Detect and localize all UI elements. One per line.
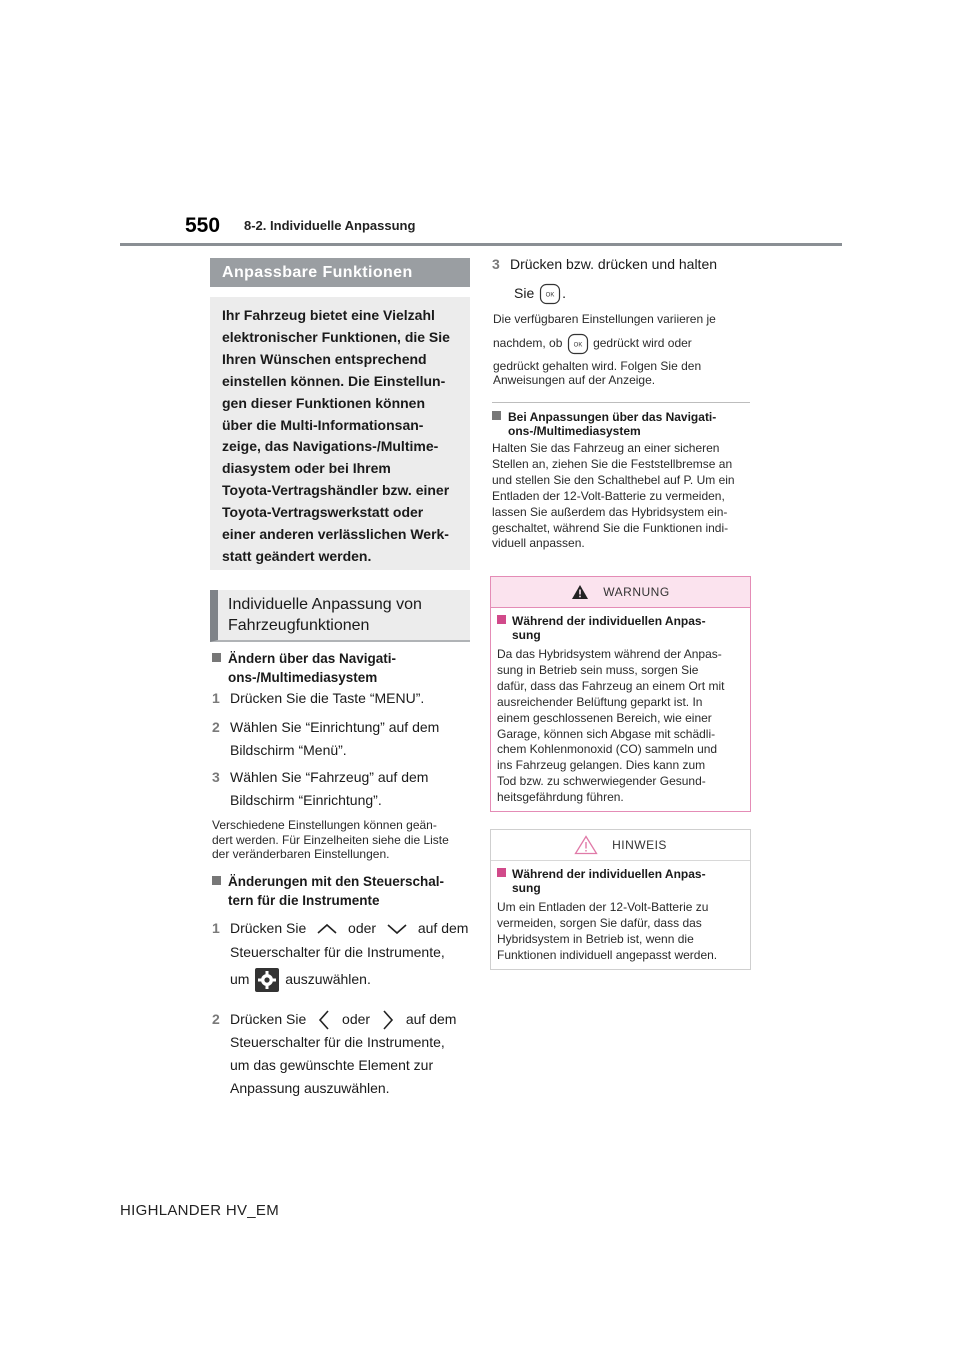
hint-line: Hybridsystem in Betrieb ist, wenn die xyxy=(497,931,694,946)
intro-line: Ihr Fahrzeug bietet eine Vielzahl xyxy=(222,307,435,323)
warning-title: WARNUNG xyxy=(603,585,670,599)
adjust-line: Entladen der 12-Volt-Batterie zu vermeiden, xyxy=(492,488,725,503)
step-text: Drücken Sie xyxy=(230,1011,307,1027)
step-number: 1 xyxy=(212,920,220,936)
adjust-section xyxy=(492,410,752,552)
meter-heading-line: tern für die Instrumente xyxy=(228,893,380,908)
step-text: oder xyxy=(342,1011,371,1027)
nav-heading-line: ons-/Multimediasystem xyxy=(228,670,378,685)
hint-line: Funktionen individuell angepasst werden. xyxy=(497,947,718,962)
ok-label: OK xyxy=(545,292,555,299)
nav-step-3 xyxy=(212,766,472,812)
intro-line: einer anderen verlässlichen Werk- xyxy=(222,526,449,543)
caution-triangle-icon xyxy=(574,835,598,855)
square-bullet-icon xyxy=(497,615,506,624)
step-text: um das gewünschte Element zur xyxy=(230,1057,434,1074)
adjust-line: viduell anpassen. xyxy=(492,536,585,551)
step-text: um xyxy=(230,971,250,987)
note-line: Die verfügbaren Einstellungen variieren je xyxy=(493,312,716,326)
warning-line: dafür, dass das Fahrzeug an einem Ort mit xyxy=(497,678,725,693)
chevron-up-icon xyxy=(314,922,340,936)
intro-line: über die Multi-Informationsan- xyxy=(222,416,424,433)
warning-line: chem Kohlenmonoxid (CO) sammeln und xyxy=(497,742,718,757)
ok-button-icon xyxy=(539,283,561,305)
warning-line: einem geschlossenen Bereich, wie einer xyxy=(497,710,712,725)
meter-step-1 xyxy=(212,917,472,992)
adjust-line: und stellen Sie den Schalthebel auf P. Um ein xyxy=(492,472,735,487)
gear-icon xyxy=(255,968,279,992)
step-text: Bildschirm “Menü”. xyxy=(230,742,347,758)
step-text: Sie xyxy=(514,285,535,301)
note-line: gedrückt gehalten wird. Folgen Sie den xyxy=(493,358,702,373)
warning-line: ins Fahrzeug gelangen. Dies kann zum xyxy=(497,758,706,773)
hint-title: HINWEIS xyxy=(612,838,667,852)
warning-heading-line: Während der individuellen Anpas- xyxy=(512,614,706,628)
step-number: 3 xyxy=(492,256,500,272)
meter-heading xyxy=(212,872,472,910)
hint-header xyxy=(491,830,750,861)
nav-step-2 xyxy=(212,716,472,762)
step-text: Steuerschalter für die Instrumente, xyxy=(230,944,445,960)
right-note xyxy=(493,312,753,388)
chevron-down-icon xyxy=(384,922,410,936)
warning-line: sung in Betrieb sein muss, sorgen Sie xyxy=(497,662,699,677)
meter-step-2 xyxy=(212,1008,472,1100)
intro-line: Toyota-Vertragshändler bzw. einer xyxy=(222,482,450,499)
warning-triangle-icon xyxy=(571,584,589,600)
intro-line: elektronischer Funktionen, die Sie xyxy=(222,328,450,345)
warning-heading-line: sung xyxy=(512,628,541,642)
intro-line: Toyota-Vertragswerkstatt oder xyxy=(222,504,424,521)
sub-heading-line: Fahrzeugfunktionen xyxy=(228,617,370,634)
step-text: auszuwählen. xyxy=(285,971,371,987)
intro-line: statt geändert werden. xyxy=(222,547,372,564)
warning-line: Garage, können sich Abgase mit schädli- xyxy=(497,726,716,741)
box-title-anpassbare-funktionen: Anpassbare Funktionen xyxy=(210,258,470,287)
step-text: Anpassung auszuwählen. xyxy=(230,1080,390,1097)
step-text: Wählen Sie “Fahrzeug” auf dem xyxy=(230,769,429,785)
adjust-line: Halten Sie das Fahrzeug an einer sicheren xyxy=(492,441,720,455)
note-line: gedrückt wird oder xyxy=(593,335,692,350)
ok-button-icon xyxy=(567,333,589,355)
adjust-heading-line: Bei Anpassungen über das Navigati- xyxy=(508,410,717,424)
ok-label: OK xyxy=(573,342,583,348)
nav-heading-line: Ändern über das Navigati- xyxy=(228,651,397,666)
adjust-line: Stellen an, ziehen Sie die Feststellbremse an xyxy=(492,456,733,471)
step-number: 2 xyxy=(212,719,220,735)
sub-heading-line: Individuelle Anpassung von xyxy=(228,596,422,613)
sub-heading-fahrzeugfunktionen xyxy=(210,590,470,642)
note-line: Anweisungen auf der Anzeige. xyxy=(493,373,656,387)
step-text: Steuerschalter für die Instrumente, xyxy=(230,1034,445,1051)
step-text: auf dem xyxy=(417,920,469,936)
note-line: Verschiedene Einstellungen können geän- xyxy=(212,818,437,832)
hint-line: vermeiden, sorgen Sie dafür, dass das xyxy=(497,915,702,930)
divider xyxy=(492,402,750,403)
step-number: 1 xyxy=(212,690,220,706)
note-line: nachdem, ob xyxy=(493,335,563,350)
chevron-left-icon xyxy=(316,1009,332,1031)
intro-line: diasystem oder bei Ihrem xyxy=(222,460,391,477)
intro-line: einstellen können. Die Einstellun- xyxy=(222,372,446,389)
adjust-line: geschaltet, während Sie die Funktionen indi- xyxy=(492,520,729,535)
step-text: . xyxy=(562,285,567,301)
adjust-heading-line: ons-/Multimediasystem xyxy=(508,424,641,438)
nav-note xyxy=(212,818,472,862)
step-text: Drücken Sie die Taste “MENU”. xyxy=(230,690,425,706)
hint-box xyxy=(490,829,751,970)
step-number: 3 xyxy=(212,769,220,785)
page-number: 550 xyxy=(185,214,221,237)
step-text: Drücken bzw. drücken und halten xyxy=(510,256,718,272)
adjust-line: lassen Sie außerdem das Hybridsystem ein- xyxy=(492,504,728,519)
right-step-3 xyxy=(492,253,752,305)
step-text: Bildschirm “Einrichtung”. xyxy=(230,792,382,808)
warning-line: ausreichender Belüftung geparkt ist. In xyxy=(497,694,703,709)
step-number: 2 xyxy=(212,1011,220,1027)
footer-model: HIGHLANDER HV_EM xyxy=(120,1202,279,1219)
warning-line: Da das Hybridsystem während der Anpas- xyxy=(497,647,722,661)
step-text: Wählen Sie “Einrichtung” auf dem xyxy=(230,719,440,735)
chevron-right-icon xyxy=(380,1009,396,1031)
meter-heading-line: Änderungen mit den Steuerschal- xyxy=(228,874,445,889)
warning-line: heitsgefährdung führen. xyxy=(497,790,624,805)
note-line: der veränderbaren Einstellungen. xyxy=(212,847,390,861)
note-line: dert werden. Für Einzelheiten siehe die Liste xyxy=(212,832,449,847)
header-rule xyxy=(120,243,842,246)
warning-line: Tod bzw. zu schwerwiegender Gesund- xyxy=(497,774,706,789)
step-text: auf dem xyxy=(405,1011,457,1027)
intro-line: zeige, das Navigations-/Multime- xyxy=(222,438,439,455)
intro-box xyxy=(210,297,470,570)
step-text: Drücken Sie xyxy=(230,920,307,936)
intro-line: Ihren Wünschen entsprechend xyxy=(222,350,427,367)
hint-heading-line: sung xyxy=(512,881,541,895)
nav-step-1 xyxy=(212,687,472,710)
nav-heading xyxy=(212,649,472,687)
hint-heading-line: Während der individuellen Anpas- xyxy=(512,867,706,881)
section-label: 8-2. Individuelle Anpassung xyxy=(244,218,416,233)
intro-line: gen dieser Funktionen können xyxy=(222,394,426,411)
square-bullet-icon xyxy=(212,876,221,885)
square-bullet-icon xyxy=(212,653,221,662)
hint-line: Um ein Entladen der 12-Volt-Batterie zu xyxy=(497,900,709,914)
warning-box xyxy=(490,576,751,812)
square-bullet-icon xyxy=(497,868,506,877)
warning-header xyxy=(491,577,750,608)
step-text: oder xyxy=(348,920,377,936)
square-bullet-icon xyxy=(492,411,501,420)
